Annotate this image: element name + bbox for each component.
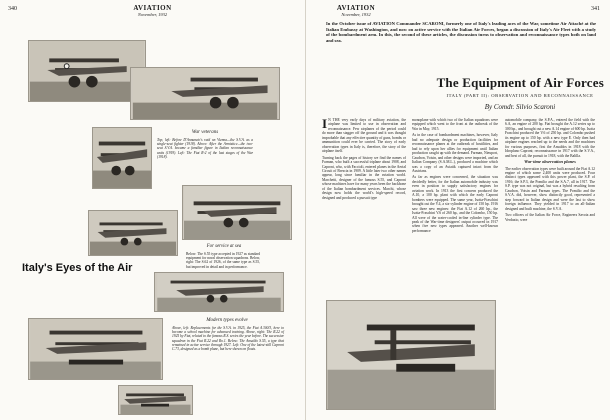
paragraph: automobile company, the S.P.A., entered the field with the 6.A, an engine of 200 hp. Fiat brought the A.12 series up to 300 hp., and brought out a new A.14 engine of 600 hp. Isotta Fraschini produced the V.6 of 250 hp. and Colombo pushed its engine up to 150 hp. with a new type E. Only then had airplane engines reached up to the needs and the machines for various purposes, first the Ansaldos in 1918 with the Idroplano Caproni; reconnaissance in 1917 with the S.V.A., and best of all, the pursuit in 1918, with the Balilla.: [505, 118, 595, 158]
paragraph: Turning back the pages of history we find the names of Farman, who built a successful triplane about 1908, and Caproni, who, with Faccioli, entered planes in the Aerial Circuit of Brescia in 1909. A little later two other names appear, long since familiar in the aviation world. Marchetti, designer of the famous S.55, and Caproni whose machines have for many years been the backbone of the Italian bombardment services. Marchi, whose design now holds the world's high-speed record, designed and produced a pursuit type: [322, 155, 406, 200]
page-number-right: 341: [591, 6, 600, 12]
caption-modern-types: Above, left: Replacements for the S.V.A. in 1925, the Fiat A.300/3, here to become a school machine for advanced training. Above, right: The R.22 of 1925 by Fiat, related to the famous R.S. series the year before. The successive squadron in the Fiat R.22 and Ro.1. Below: The Ansaldo S.55, a type that remained in active service through 1927. Left: One of the latest-still Caproni C.73, designed as a bomb plane, but here shown on floats.: [172, 326, 285, 352]
photo-s55: [182, 185, 292, 240]
biplane-photo-2: [131, 68, 279, 119]
paragraph: Two officers of the Italian Air Force, Engineers Savoia and Verduzio, were: [505, 213, 595, 222]
caption-heading-modern-types: Modern types evolve: [206, 318, 248, 323]
paragraph: The earlier observation types were built around the Fiat A.12 engine of which some 2,400 units were produced. Four distinct types appeared with this power plant, the S.P. of 1916; the S.P.3, the Pomilio and the S.A.7, all in 1917. The S.P. type was not original, but was a hybrid resulting from Caudron, Voisin and Farman types. The Pomilio and the S.V.A. did, however, show distinctly good, represented a step forward in Italian design and were the last to show foreign influence. They yielded in 1917 to an all-Italian designed and built machine, the S.V.A.: [505, 166, 595, 211]
photo-sva-two-seat: [130, 67, 280, 120]
biplane-photo-1: [29, 41, 145, 101]
paragraph: As far as engines were concerned, the situation was decidedly better, for the Italian automobile industry was even in position to supply satisfactory engines for aviation work. In 1913 the first concern produced the A.10, a 100 hp. plant with which the early Caproni bombers were equipped. The same year, Isotta-Fraschini brought out the V.4, a six-cylinder engine of 150 hp. 1916 saw three new engines: the Fiat A.12 of 260 hp., the Isotta-Fraschini V.6 of 260 hp., and the Colombo, 150 hp. All were of the water-cooled in-line cylinder type. The peak of the War-time designers' output occurred in 1917 when five new types appeared. Another well-known performance: [412, 175, 498, 233]
box-heading-service-at-sea: For service at sea: [206, 244, 242, 249]
seaplane-photo-1: [155, 273, 283, 311]
text-column-2: [412, 118, 498, 235]
biplane-photo-3: [93, 128, 151, 188]
right-page: [305, 0, 610, 420]
paragraph: As in the case of bombardment machines, however, Italy had no adequate design or production facilities for reconnaissance planes at the outbreak of hostilities, and had to rely upon her allies for equipment until Italian production caught up with the demand. Farman, Nieuport, Caudron, Voisin, and other designs were imported, and an Italian Company (S.A.M.L.), produced a machine which was a copy of an Aviatik captured intact from the Austrians.: [412, 133, 498, 173]
running-date-right: November, 1932: [341, 12, 371, 17]
section-heading: War-time observation planes: [524, 159, 576, 165]
feature-title-left: Italy's Eyes of the Air: [22, 262, 133, 274]
intro-paragraph: In the October issue of AVIATION Commander SCARONI, formerly one of Italy's leading aces of the War, sometime Air Attaché at the Italian Embassy at Washington, and now on active service with the Italian Air Forces, began a discussion of Italy's Air Fleet with a study of the bombardment arm. In this, the second of these articles, the discussion turns to observation and reconnaissance types both on land and sea.: [326, 21, 596, 43]
photo-seaplane-right: [326, 300, 496, 410]
running-head-right: AVIATION: [336, 4, 376, 12]
running-date-left: November, 1932: [137, 12, 168, 17]
biplane-photo-4: [183, 186, 291, 239]
photo-s62: [154, 272, 284, 312]
seaplane-photo-4: [327, 301, 495, 409]
drop-cap: I: [322, 116, 328, 131]
seaplane-photo-2: [29, 319, 162, 379]
photo-sva-single-seat: [28, 40, 146, 102]
article-subtitle: ITALY (PART II): OBSERVATION AND RECONNAISSANCE: [446, 93, 594, 98]
caption-war-veterans: Top, left: Before D'Annunzio's raid on Vienna—the S.V.A. as a single-seat fighter (1918). Above: After the Armistice—the two-seat S.V.A. became a familiar figure in Italian reconnaissance units (1919). Left: The Fiat R-2 of the last stages of the War (1918).: [157, 138, 253, 159]
paragraph-text: N THE very early days of military aviation, the airplane was limited to use in observation and reconnaissance. Few airplanes of the period could do more than stagger off the ground and it was thought improbable that any effective quantity of guns, bombs or ammunition could ever be carried. The story of early observation types in Italy is, therefore, the story of the airplane itself.: [322, 118, 406, 154]
page-number-left: 340: [8, 6, 17, 12]
biplane-photo-5: [89, 211, 177, 255]
text-column-3: [505, 118, 595, 224]
photo-seaplane-left: [28, 318, 163, 380]
photo-caproni-c73: [118, 385, 193, 415]
paragraph: [322, 118, 406, 154]
box-caption-service-at-sea: Below: The S.55 type accepted in 1927 as standard equipment for naval observation squadrons. Below, right: The S.62 of 1926, of the same type as S.55, but improved in detail and in performance.: [186, 252, 260, 269]
photo-fiat-a300: [88, 210, 178, 256]
paragraph: monoplane with which two of the Italian squadrons were equipped which went to the front at the outbreak of the War in May, 1915.: [412, 118, 498, 131]
caption-heading-war-veterans: War veterans: [191, 130, 219, 135]
photo-fiat-r2: [92, 127, 152, 189]
text-column-1: [322, 118, 406, 202]
seaplane-photo-3: [119, 386, 192, 414]
article-byline: By Comdr. Silvio Scaroni: [484, 103, 556, 111]
article-title: The Equipment of Air Forces: [436, 75, 604, 90]
running-head-left: AVIATION: [133, 4, 172, 12]
